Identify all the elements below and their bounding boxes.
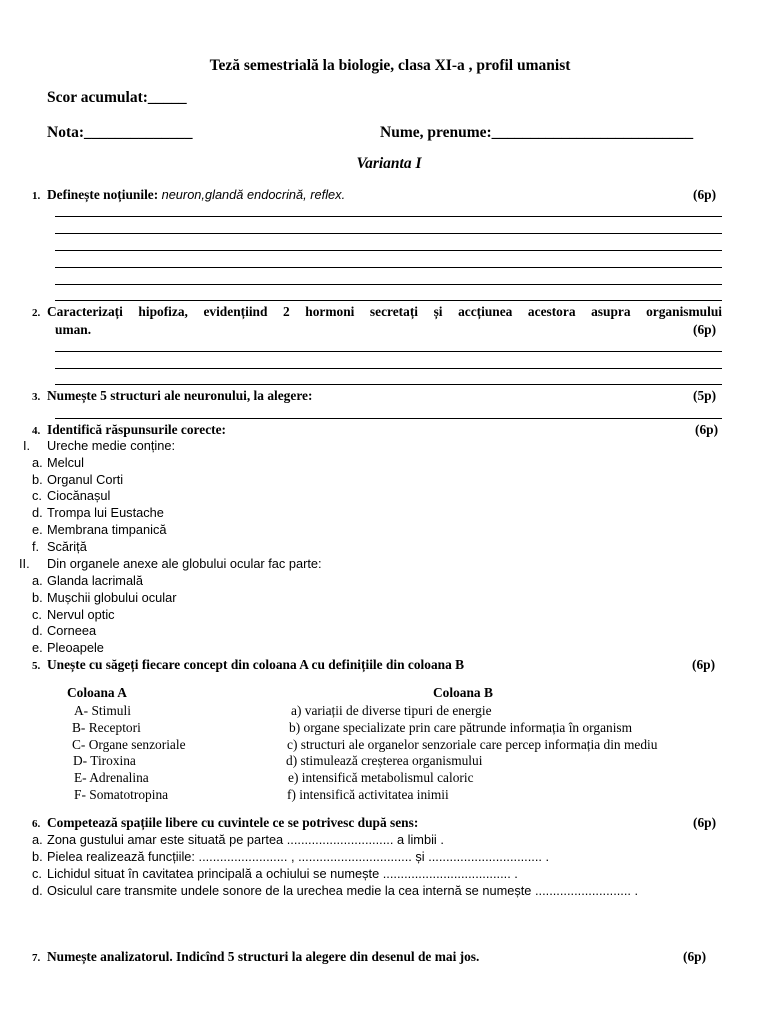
option-text: Nervul optic xyxy=(47,607,115,622)
q7-points: (6p) xyxy=(683,949,707,964)
column-a-title: Coloana A xyxy=(67,685,127,700)
q4-text: Identifică răspunsurile corecte: xyxy=(47,422,227,437)
q1-text xyxy=(47,187,345,203)
q5-number: 5. xyxy=(32,660,41,672)
q3-text: Numește 5 structuri ale neuronului, la alegere: xyxy=(47,388,313,403)
answer-line xyxy=(55,250,722,251)
q5-text: Unește cu săgeți fiecare concept din coloana A cu definițiile din coloana B xyxy=(47,657,465,672)
option-letter: c. xyxy=(32,488,42,503)
column-a-item: B- Receptori xyxy=(72,720,141,735)
answer-line xyxy=(55,267,722,268)
q7-text: Numește analizatorul. Indicînd 5 structuri la alegere din desenul de mai jos. xyxy=(47,949,480,964)
option-letter: d. xyxy=(32,505,43,520)
answer-line xyxy=(55,368,722,369)
option-text: Organul Corti xyxy=(47,472,124,487)
column-b-item: c) structuri ale organelor senzoriale care percep informația din mediu xyxy=(287,737,658,752)
fill-item-letter: b. xyxy=(32,849,43,864)
fill-item-letter: d. xyxy=(32,883,43,898)
fill-item-text: Zona gustului amar este situată pe partea .............................. a limbii . xyxy=(47,832,444,847)
grade-field: Nota:______________ xyxy=(47,124,193,141)
option-text: Ciocănașul xyxy=(47,488,111,503)
variant-heading: Varianta I xyxy=(356,155,422,172)
q1-label: Definește noțiunile: xyxy=(47,187,159,202)
q2-number: 2. xyxy=(32,307,41,319)
fill-item-letter: c. xyxy=(32,866,42,881)
fill-item-text: Pielea realizează funcțiile: ......................... , ................................ și ................................ . xyxy=(47,849,550,864)
column-b-item: f) intensifică activitatea inimii xyxy=(287,787,449,802)
document-title: Teză semestrială la biologie, clasa XI-a , profil umanist xyxy=(209,57,571,74)
option-text: Glanda lacrimală xyxy=(47,573,144,588)
column-a-item: A- Stimuli xyxy=(74,703,131,718)
q4-part1-prompt: Ureche medie conține: xyxy=(47,438,176,453)
column-b-item: a) variații de diverse tipuri de energie xyxy=(291,703,492,718)
answer-line xyxy=(55,284,722,285)
answer-line xyxy=(55,384,722,385)
fill-item-letter: a. xyxy=(32,832,43,847)
q4-part1-roman: I. xyxy=(23,438,31,453)
q4-points: (6p) xyxy=(695,422,719,437)
answer-line xyxy=(55,300,722,301)
option-letter: e. xyxy=(32,522,43,537)
column-a-item: E- Adrenalina xyxy=(74,770,149,785)
q4-part2-roman: II. xyxy=(19,556,30,571)
score-field: Scor acumulat:_____ xyxy=(47,89,187,106)
option-letter: f. xyxy=(32,539,40,554)
option-letter: b. xyxy=(32,472,43,487)
option-text: Membrana timpanică xyxy=(47,522,167,537)
fill-item-text: Osiculul care transmite undele sonore de la urechea medie la cea internă se numește ........................... . xyxy=(47,883,639,898)
column-b-item: b) organe specializate prin care pătrunde informația în organism xyxy=(289,720,633,735)
column-a-item: F- Somatotropina xyxy=(74,787,169,802)
q1-number: 1. xyxy=(32,190,41,202)
answer-line xyxy=(55,418,722,419)
q3-points: (5p) xyxy=(693,388,717,403)
answer-line xyxy=(55,233,722,234)
answer-line xyxy=(55,351,722,352)
option-text: Pleoapele xyxy=(47,640,104,655)
q1-terms: neuron,glandă endocrină, reflex. xyxy=(161,187,346,202)
q7-number: 7. xyxy=(32,952,41,964)
q2-points: (6p) xyxy=(693,322,717,337)
option-letter: c. xyxy=(32,607,42,622)
q3-number: 3. xyxy=(32,391,41,403)
option-letter: b. xyxy=(32,590,43,605)
option-letter: a. xyxy=(32,455,43,470)
column-b-title: Coloana B xyxy=(433,685,493,700)
option-letter: a. xyxy=(32,573,43,588)
q6-points: (6p) xyxy=(693,815,717,830)
q1-points: (6p) xyxy=(693,187,717,202)
q4-number: 4. xyxy=(32,425,41,437)
option-letter: d. xyxy=(32,623,43,638)
answer-line xyxy=(55,216,722,217)
option-text: Mușchii globului ocular xyxy=(47,590,177,605)
fill-item-text: Lichidul situat în cavitatea principală a ochiului se numește .................................... . xyxy=(47,866,518,881)
q2-text-line2: uman. xyxy=(55,322,92,337)
column-a-item: D- Tiroxina xyxy=(73,753,136,768)
q5-points: (6p) xyxy=(692,657,716,672)
option-text: Trompa lui Eustache xyxy=(47,505,164,520)
q2-text-line1: Caracterizați hipofiza, evidențiind 2 hormoni secretați și accțiunea acestora asupra organismului xyxy=(47,304,722,319)
name-field: Nume, prenume:__________________________ xyxy=(380,124,694,141)
option-text: Scăriță xyxy=(47,539,87,554)
option-text: Melcul xyxy=(47,455,84,470)
option-letter: e. xyxy=(32,640,43,655)
column-b-item: d) stimulează creșterea organismului xyxy=(286,753,483,768)
q4-part2-prompt: Din organele anexe ale globului ocular fac parte: xyxy=(47,556,322,571)
column-a-item: C- Organe senzoriale xyxy=(72,737,186,752)
column-b-item: e) intensifică metabolismul caloric xyxy=(288,770,474,785)
q6-text: Competează spațiile libere cu cuvintele ce se potrivesc după sens: xyxy=(47,815,419,830)
q6-number: 6. xyxy=(32,818,41,830)
option-text: Corneea xyxy=(47,623,97,638)
